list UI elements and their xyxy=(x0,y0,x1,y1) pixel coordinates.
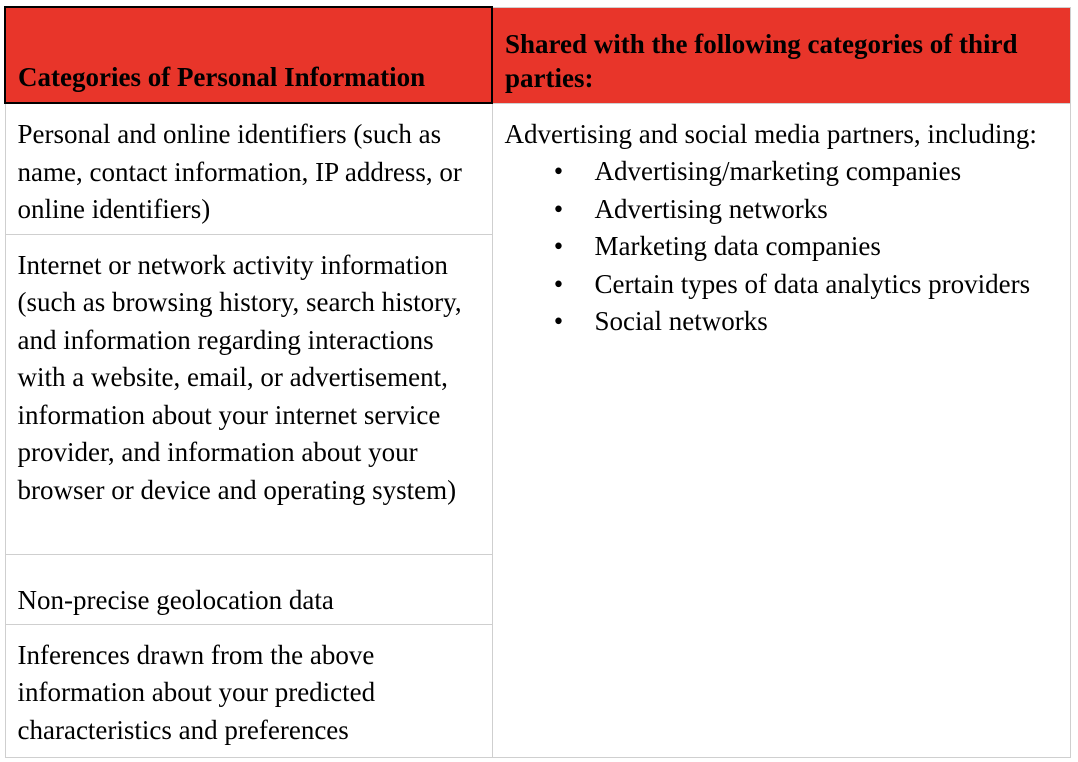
table-row xyxy=(5,103,1070,234)
third-party-item: Marketing data companies xyxy=(594,231,881,261)
category-identifiers: Personal and online identifiers (such as name, contact information, IP address, or online identifiers) xyxy=(5,103,492,234)
third-party-item: Certain types of data analytics providers xyxy=(594,268,1031,299)
list-item xyxy=(549,191,1060,229)
bullet-icon: • xyxy=(553,156,564,186)
list-item xyxy=(549,153,1060,191)
category-internet-activity: Internet or network activity information (such as browsing history, search history, and information regarding interactions with a website, email, or advertisement, information about your internet service provider, and information about your browser or device and operating system) xyxy=(5,234,492,554)
third-party-item: Social networks xyxy=(594,306,768,336)
personal-info-table xyxy=(4,6,1071,758)
bullet-icon: • xyxy=(553,231,564,261)
bullet-icon: • xyxy=(553,193,564,224)
third-party-item: Advertising networks xyxy=(594,193,828,224)
third-party-item: Advertising/marketing companies xyxy=(594,156,962,186)
category-geolocation: Non-precise geolocation data xyxy=(5,554,492,624)
header-shared-with: Shared with the following categories of third parties: xyxy=(492,7,1070,103)
category-inferences: Inferences drawn from the above information about your predicted characteristics and preferences xyxy=(5,624,492,757)
personal-info-table-container xyxy=(4,6,1069,756)
header-row xyxy=(5,7,1070,103)
third-party-list xyxy=(505,153,1060,341)
shared-intro: Advertising and social media partners, including: xyxy=(504,118,1037,149)
list-item xyxy=(549,303,1060,341)
bullet-icon: • xyxy=(553,306,564,336)
list-item xyxy=(549,228,1060,266)
header-categories: Categories of Personal Information xyxy=(5,7,492,103)
list-item xyxy=(549,266,1060,304)
bullet-icon: • xyxy=(553,268,564,299)
shared-with-cell xyxy=(492,103,1070,757)
